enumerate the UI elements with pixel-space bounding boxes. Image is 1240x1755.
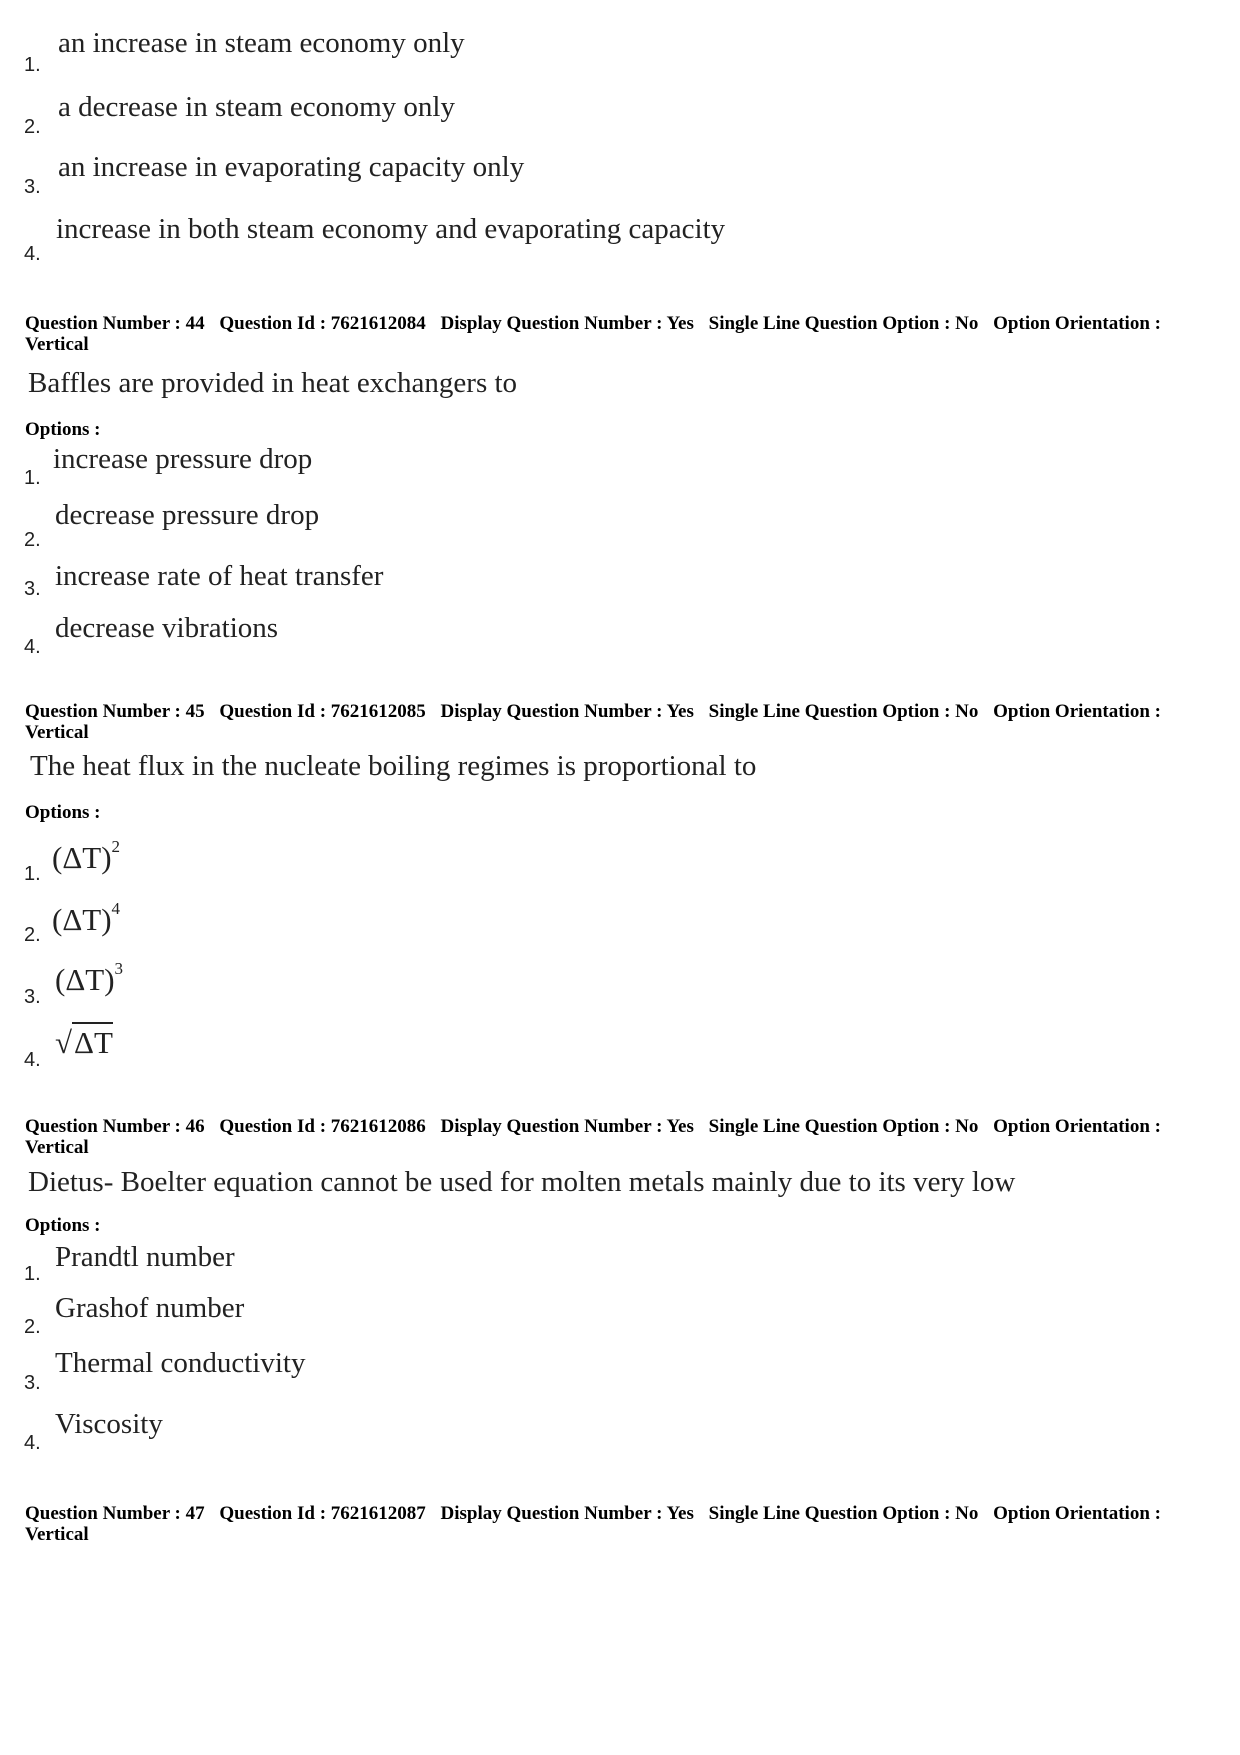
option-text: decrease vibrations	[55, 612, 279, 644]
formula-base: (ΔT)	[52, 840, 112, 875]
radicand: ΔT	[72, 1022, 113, 1060]
option-number: 1.	[24, 467, 41, 489]
options-label: Options :	[25, 419, 101, 440]
single-line-option: Single Line Question Option : No	[708, 1116, 979, 1137]
option-number: 3.	[24, 176, 41, 198]
single-line-option: Single Line Question Option : No	[708, 313, 979, 334]
formula-base: (ΔT)	[52, 902, 112, 937]
option-formula	[52, 899, 121, 937]
option-number: 2.	[24, 1316, 41, 1338]
option-formula	[55, 1026, 113, 1060]
option-number: 4.	[24, 1432, 41, 1454]
option-number: 4.	[24, 243, 41, 265]
option-text: an increase in evaporating capacity only	[58, 151, 525, 183]
question-id: Question Id : 7621612084	[219, 313, 426, 334]
option-text: increase rate of heat transfer	[55, 560, 384, 592]
option-number: 4.	[24, 636, 41, 658]
option-text: an increase in steam economy only	[58, 27, 465, 59]
option-number: 2.	[24, 529, 41, 551]
option-orientation: Option Orientation : Vertical	[25, 701, 1161, 743]
question-stem: Baffles are provided in heat exchangers to	[28, 367, 518, 399]
radical-sign: √	[55, 1025, 73, 1060]
option-orientation: Option Orientation : Vertical	[25, 1116, 1161, 1158]
display-question-number: Display Question Number : Yes	[440, 701, 694, 722]
display-question-number: Display Question Number : Yes	[440, 313, 694, 334]
question-number: Question Number : 46	[25, 1116, 205, 1137]
option-number: 1.	[24, 54, 41, 76]
formula-base: (ΔT)	[55, 962, 115, 997]
question-meta	[25, 1503, 1185, 1545]
single-line-option: Single Line Question Option : No	[708, 1503, 979, 1524]
option-text: a decrease in steam economy only	[58, 91, 455, 123]
options-label: Options :	[25, 802, 101, 823]
question-id: Question Id : 7621612085	[219, 701, 426, 722]
option-number: 2.	[24, 924, 41, 946]
option-number: 3.	[24, 578, 41, 600]
question-number: Question Number : 45	[25, 701, 205, 722]
option-number: 1.	[24, 1263, 41, 1285]
question-meta	[25, 1116, 1185, 1158]
option-text: Prandtl number	[55, 1241, 235, 1273]
option-number: 2.	[24, 116, 41, 138]
question-id: Question Id : 7621612086	[219, 1116, 426, 1137]
option-text: Viscosity	[55, 1408, 163, 1440]
question-meta	[25, 701, 1185, 743]
formula-exponent: 4	[111, 899, 121, 918]
formula-exponent: 3	[114, 959, 124, 978]
option-text: Thermal conductivity	[55, 1347, 306, 1379]
question-id: Question Id : 7621612087	[219, 1503, 426, 1524]
question-number: Question Number : 44	[25, 313, 205, 334]
question-number: Question Number : 47	[25, 1503, 205, 1524]
option-text: decrease pressure drop	[55, 499, 320, 531]
question-stem: The heat flux in the nucleate boiling regimes is proportional to	[30, 750, 757, 782]
display-question-number: Display Question Number : Yes	[440, 1116, 694, 1137]
option-number: 4.	[24, 1049, 41, 1071]
option-formula	[55, 959, 124, 997]
option-number: 3.	[24, 1372, 41, 1394]
option-number: 1.	[24, 863, 41, 885]
option-orientation: Option Orientation : Vertical	[25, 1503, 1161, 1545]
option-formula	[52, 837, 121, 875]
option-orientation: Option Orientation : Vertical	[25, 313, 1161, 355]
option-text: increase pressure drop	[53, 443, 313, 475]
option-number: 3.	[24, 986, 41, 1008]
options-label: Options :	[25, 1215, 101, 1236]
option-text: increase in both steam economy and evaporating capacity	[56, 213, 726, 245]
question-meta	[25, 313, 1185, 355]
option-text: Grashof number	[55, 1292, 245, 1324]
formula-exponent: 2	[111, 837, 121, 856]
single-line-option: Single Line Question Option : No	[708, 701, 979, 722]
display-question-number: Display Question Number : Yes	[440, 1503, 694, 1524]
question-stem: Dietus- Boelter equation cannot be used for molten metals mainly due to its very low	[28, 1166, 1016, 1198]
